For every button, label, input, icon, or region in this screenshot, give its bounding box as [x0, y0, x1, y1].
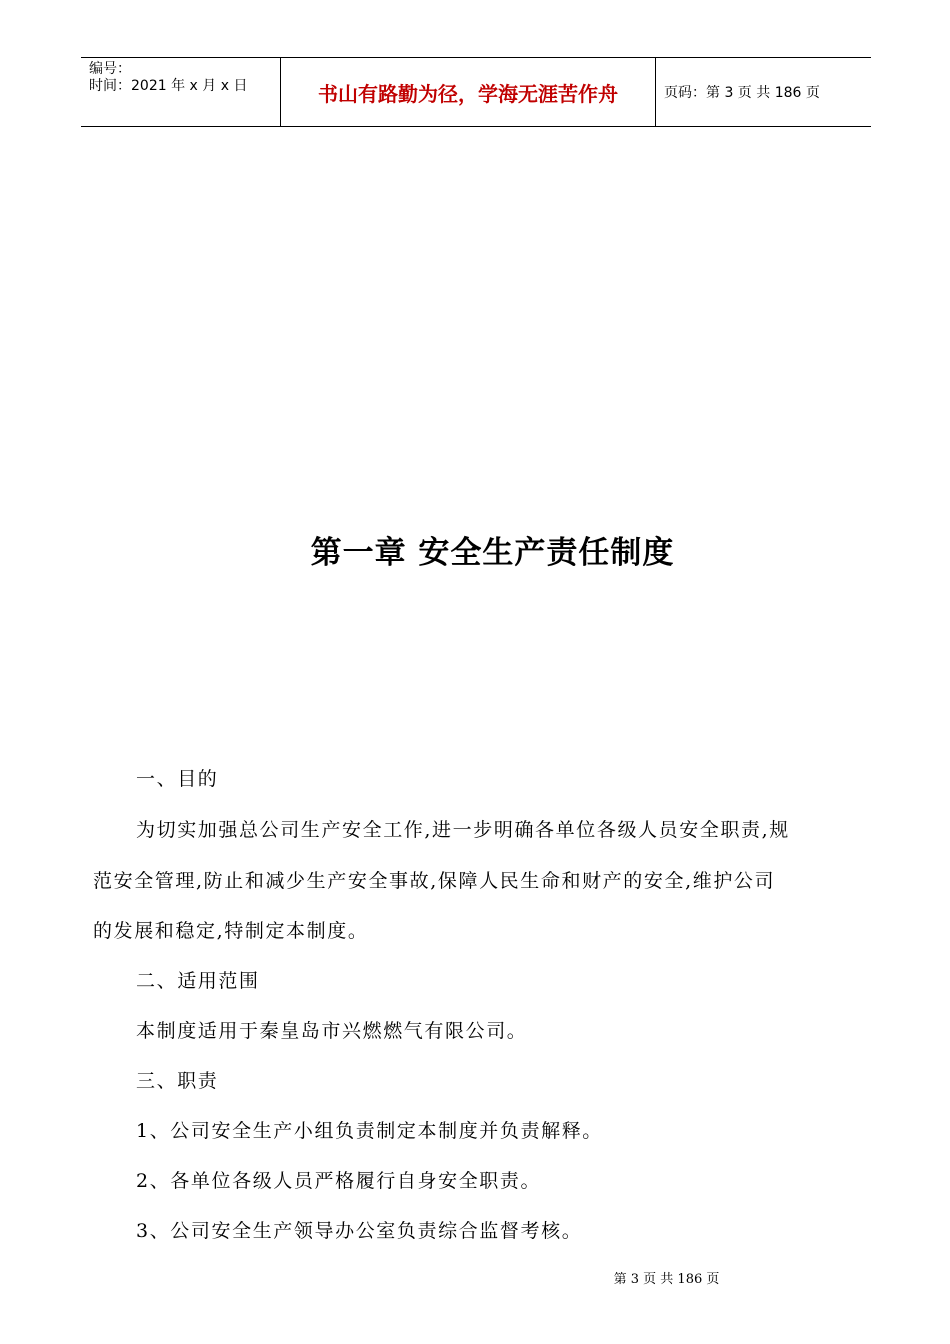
- duty-item-1: 1、公司安全生产小组负责制定本制度并负责解释。: [136, 1120, 603, 1142]
- page-footer: 第 3 页 共 186 页: [613, 1272, 720, 1287]
- header-motto: 书山有路勤为径，学海无涯苦作舟: [281, 58, 656, 126]
- section-heading-duties: 三、职责: [136, 1070, 219, 1092]
- duty-item-3: 3、公司安全生产领导办公室负责综合监督考核。: [136, 1220, 583, 1242]
- header-page-info: 页码：第 3 页 共 186 页: [664, 85, 820, 101]
- section-heading-purpose: 一、目的: [136, 768, 219, 790]
- page-header: [81, 57, 871, 127]
- section-heading-scope: 二、适用范围: [136, 970, 260, 992]
- document-time-label: 时间：2021 年 x 月 x 日: [89, 78, 248, 94]
- header-meta: [81, 58, 281, 126]
- scope-text: 本制度适用于秦皇岛市兴燃燃气有限公司。: [136, 1020, 528, 1042]
- purpose-text-line-3: 的发展和稳定,特制定本制度。: [93, 920, 369, 942]
- document-number-label: 编号：: [89, 61, 131, 77]
- purpose-text-line-1: 为切实加强总公司生产安全工作,进一步明确各单位各级人员安全职责,规: [136, 819, 790, 841]
- purpose-text-line-2: 范安全管理,防止和减少生产安全事故,保障人民生命和财产的安全,维护公司: [93, 870, 776, 892]
- duty-item-2: 2、各单位各级人员严格履行自身安全职责。: [136, 1170, 542, 1192]
- chapter-title: 第一章 安全生产责任制度: [310, 535, 675, 571]
